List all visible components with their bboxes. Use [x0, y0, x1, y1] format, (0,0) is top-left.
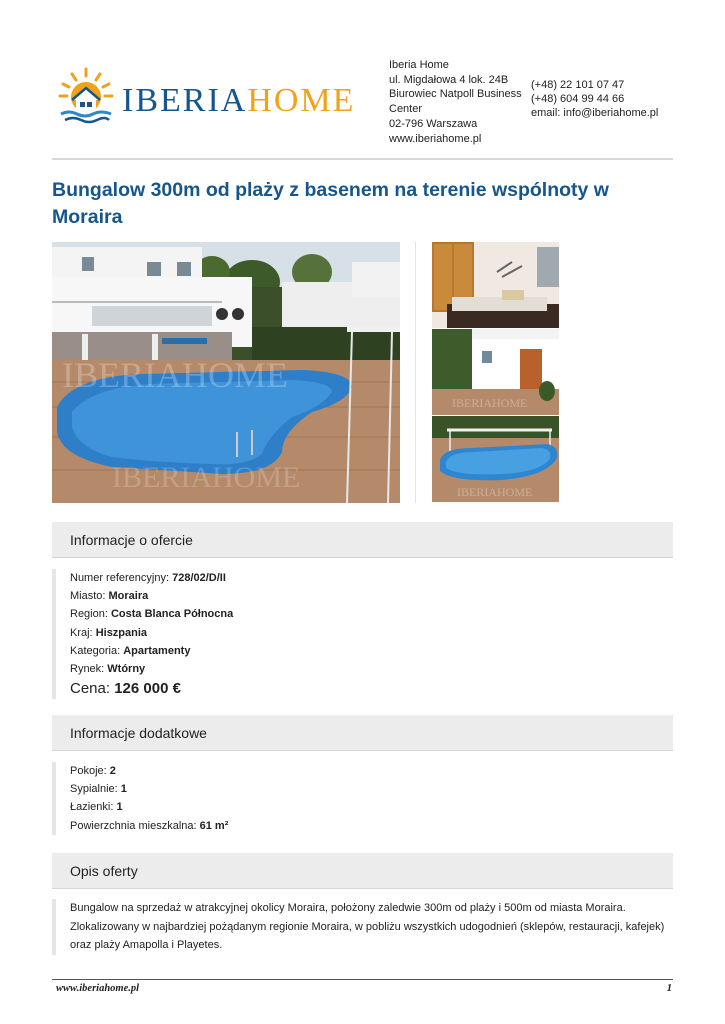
phone-1[interactable]: (+48) 22 101 07 47	[531, 79, 625, 91]
offer-section-title: Informacje o ofercie	[70, 532, 193, 548]
watermark-text: IBERIAHOME	[62, 355, 288, 395]
offer-details	[52, 569, 233, 699]
category-value: Apartamenty	[123, 644, 191, 657]
footer-website[interactable]: www.iberiahome.pl	[56, 983, 140, 994]
ref-value: 728/02/D/II	[172, 572, 226, 584]
price-row	[70, 679, 233, 699]
logo-wordmark	[122, 82, 355, 120]
extra-section-title: Informacje dodatkowe	[70, 725, 207, 741]
ref-number-row	[70, 569, 233, 587]
logo-word-iberia: IBERIA	[122, 82, 248, 119]
country-label: Kraj:	[70, 626, 96, 639]
city-label: Miasto:	[70, 590, 109, 603]
region-row	[70, 605, 233, 623]
address-line-street: ul. Migdałowa 4 lok. 24B	[389, 73, 509, 86]
header-divider	[52, 158, 673, 160]
bathrooms-row	[70, 798, 228, 816]
bathrooms-value: 1	[116, 801, 123, 814]
brand-logo	[55, 66, 355, 126]
bedrooms-value: 1	[120, 783, 127, 796]
region-value: Costa Blanca Północna	[110, 608, 234, 621]
ref-label: Numer referencyjny:	[70, 572, 173, 584]
market-value: Wtórny	[107, 662, 146, 675]
photo-separator	[415, 242, 416, 503]
thumbnail-bedroom[interactable]	[432, 242, 559, 328]
description-line-2: Zlokalizowany w najbardziej pożądanym regionie Moraira, w pobliżu wszystkich udogodnień (sklepów, restauracji, kafejek)	[70, 920, 665, 933]
main-photo[interactable]	[52, 242, 400, 503]
logo-word-home: HOME	[247, 82, 356, 119]
city-value: Moraira	[108, 590, 149, 603]
city-row	[70, 587, 233, 605]
description-text	[52, 899, 672, 955]
rooms-label: Pokoje:	[70, 765, 110, 777]
rooms-row	[70, 762, 228, 780]
rooms-value: 2	[109, 765, 116, 777]
thumbnail-pool[interactable]	[432, 416, 559, 502]
market-label: Rynek:	[70, 662, 108, 675]
thumb-watermark-2: IBERIAHOME	[452, 396, 528, 410]
extra-details	[52, 762, 228, 835]
listing-title: Bungalow 300m od plaży z basenem na terenie wspólnoty w Moraira	[52, 179, 609, 228]
market-row	[70, 660, 233, 678]
thumbnail-terrace[interactable]	[432, 329, 559, 415]
page-number: 1	[666, 983, 672, 994]
watermark-text-2: IBERIAHOME	[112, 461, 301, 494]
area-row	[70, 817, 228, 835]
footer-divider	[52, 979, 673, 980]
phone-2[interactable]: (+48) 604 99 44 66	[531, 93, 625, 105]
email-link[interactable]: email: info@iberiahome.pl	[531, 107, 659, 119]
thumb-watermark-3: IBERIAHOME	[457, 485, 533, 499]
address-line-website[interactable]: www.iberiahome.pl	[389, 132, 482, 145]
country-value: Hiszpania	[95, 626, 148, 639]
address-line-building: Biurowiec Natpoll Business Center	[389, 88, 522, 116]
area-label: Powierzchnia mieszkalna:	[70, 819, 200, 832]
description-section-header	[52, 853, 673, 889]
description-line-1: Bungalow na sprzedaż w atrakcyjnej okolicy Moraira, położony zaledwie 300m od plaży i 500m od miasta Moraira.	[70, 902, 626, 914]
extra-section-header	[52, 715, 673, 751]
category-row	[70, 642, 233, 660]
company-contact	[531, 78, 658, 120]
company-address	[389, 58, 529, 146]
bedrooms-row	[70, 780, 228, 798]
description-line-3: oraz plaży Amapolla i Playetes.	[70, 939, 223, 951]
address-line-company: Iberia Home	[389, 59, 449, 71]
region-label: Region:	[70, 608, 111, 621]
price-label: Cena:	[70, 680, 115, 698]
bedrooms-label: Sypialnie:	[70, 783, 121, 796]
description-section-title: Opis oferty	[70, 863, 138, 879]
price-value: 126 000 €	[114, 680, 181, 698]
offer-section-header	[52, 522, 673, 558]
house-sun-icon	[55, 66, 117, 126]
bathrooms-label: Łazienki:	[70, 801, 117, 814]
category-label: Kategoria:	[70, 644, 124, 657]
address-line-city: 02-796 Warszawa	[389, 117, 478, 130]
area-value: 61 m²	[199, 819, 229, 832]
country-row	[70, 624, 233, 642]
